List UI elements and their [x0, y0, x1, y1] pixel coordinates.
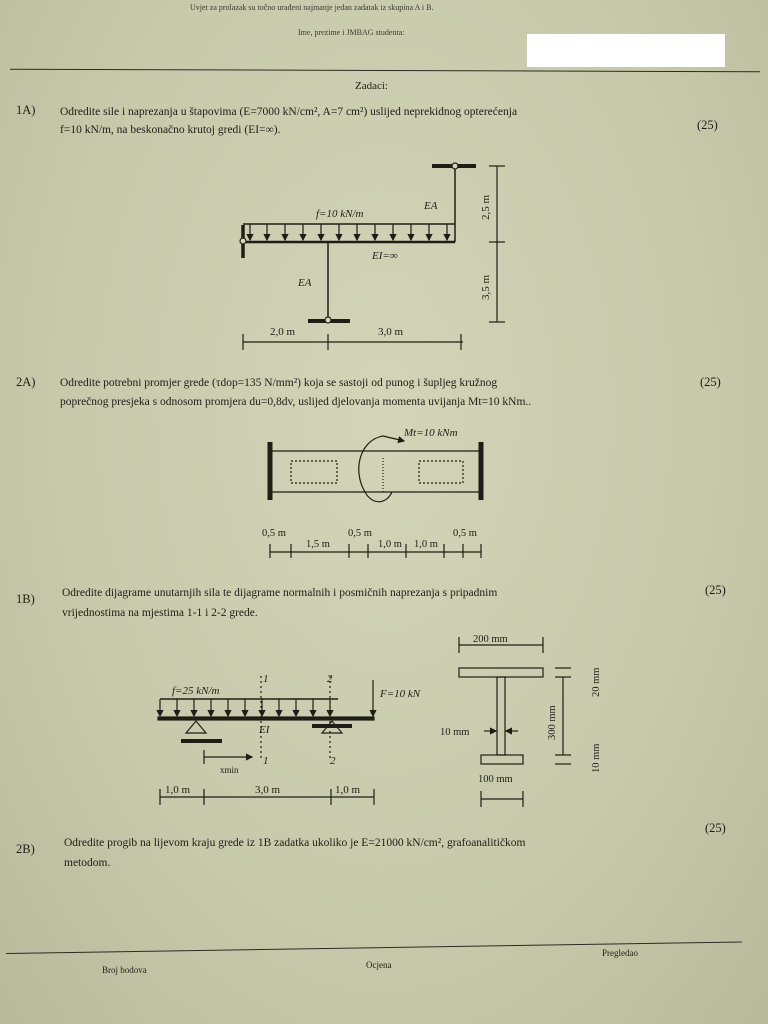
fig2-dim-5: 1,0 m — [414, 539, 438, 550]
fig3-ei-label: EI — [259, 724, 270, 736]
section-title: Zadaci: — [355, 80, 388, 92]
fig1-ei-label: EI=∞ — [372, 250, 398, 262]
task-1b-text-line2: vrijednostima na mjestima 1-1 i 2-2 grede. — [62, 607, 258, 619]
fig1-load-label: f=10 kN/m — [316, 208, 364, 220]
fig1-dim-top: 2,5 m — [480, 194, 492, 220]
fig3-dim-2: 3,0 m — [255, 784, 281, 796]
fig3-section-2-bottom: 2 — [330, 755, 336, 767]
task-1a-id: 1A) — [16, 103, 36, 117]
left-support — [186, 721, 206, 733]
fig2-dim-6: 0,5 m — [453, 528, 477, 539]
task-2a-text-line2: poprečnog presjeka s odnosom promjera du=0,8dv, uslijed djelovanja momenta uvijanja Mt=10 kNm.. — [60, 396, 532, 408]
task-2b-text-line2: metodom. — [64, 857, 111, 869]
task-1a-text-line2: f=10 kN/m, na beskonačno krutoj gredi (EI=∞). — [60, 124, 281, 136]
fig4-bottom-flange-thickness: 10 mm — [591, 743, 602, 773]
fig4-flange-thickness: 20 mm — [591, 667, 602, 697]
fig3-section-1-bottom: 1 — [263, 755, 269, 767]
fig2-dim-1: 0,5 m — [262, 528, 286, 539]
fig1-dim-left: 2,0 m — [270, 326, 296, 338]
task-2a-text-line1: Odredite potrebni promjer grede (τdop=135 N/mm²) koja se sastoji od punog i šupljeg kružnog — [60, 377, 498, 389]
task-1b-points: (25) — [705, 583, 726, 597]
points-label: Broj bodova — [102, 965, 147, 975]
task-1a-text-line1: Odredite sile i naprezanja u štapovima (E=7000 kN/cm², A=7 cm²) uslijed neprekidnog opterećenja — [60, 106, 518, 118]
fig4-flange-width: 200 mm — [473, 634, 508, 645]
task-2b-points: (25) — [705, 821, 726, 835]
fig4-height: 300 mm — [547, 705, 558, 740]
fig4-bottom-width: 100 mm — [478, 774, 513, 785]
task-1b-text-line1: Odredite dijagrame unutarnjih sila te dijagrame normalnih i posmičnih naprezanja s pripadnim — [62, 587, 498, 599]
fig3-section-1-top: 1 — [263, 673, 269, 685]
web — [497, 677, 505, 755]
task-2a-points: (25) — [700, 375, 721, 389]
fig2-dim-3: 0,5 m — [348, 528, 372, 539]
beam-1b — [158, 717, 374, 720]
fig2-moment-label: Mt=10 kNm — [404, 427, 458, 439]
bottom-flange — [481, 755, 523, 764]
fig3-dim-1: 1,0 m — [165, 784, 191, 796]
fig3-load-label: f=25 kN/m — [172, 685, 220, 697]
fig1-dim-right: 3,0 m — [378, 326, 404, 338]
top-flange — [459, 668, 543, 677]
hollow-left-dashed — [291, 461, 337, 483]
hollow-right-dashed — [419, 461, 463, 483]
task-1b-id: 1B) — [16, 592, 35, 606]
fig3-section-2-top: 2 — [327, 673, 333, 685]
student-name-label: Ime, prezime i JMBAG studenta: — [298, 28, 405, 37]
figure-2a-shaft — [270, 436, 481, 558]
task-2a-id: 2A) — [16, 375, 36, 389]
task-2b-text-line1: Odredite progib na lijevom kraju grede iz 1B zadatka ukoliko je E=21000 kN/cm², grafoanalitičkom — [64, 837, 526, 849]
reviewed-label: Pregledao — [602, 948, 638, 958]
grade-label: Ocjena — [366, 960, 392, 970]
fig1-ea-bottom: EA — [298, 277, 312, 289]
fig3-xmin-label: xmin — [220, 765, 239, 775]
distributed-load-1a — [243, 224, 455, 240]
task-1a-points: (25) — [697, 118, 718, 132]
fig2-dim-2: 1,5 m — [306, 539, 330, 550]
fig4-web-thickness: 10 mm — [440, 727, 470, 738]
fig2-dim-4: 1,0 m — [378, 539, 402, 550]
task-2b-id: 2B) — [16, 842, 35, 856]
exam-instruction: Uvjet za prolazak su točno urađeni najmanje jedan zadatak iz skupina A i B. — [190, 3, 434, 12]
fig3-force-label: F=10 kN — [380, 688, 421, 700]
fig3-dim-3: 1,0 m — [335, 784, 361, 796]
fig1-dim-bottom: 3,5 m — [480, 274, 492, 300]
fig1-ea-top: EA — [424, 200, 438, 212]
